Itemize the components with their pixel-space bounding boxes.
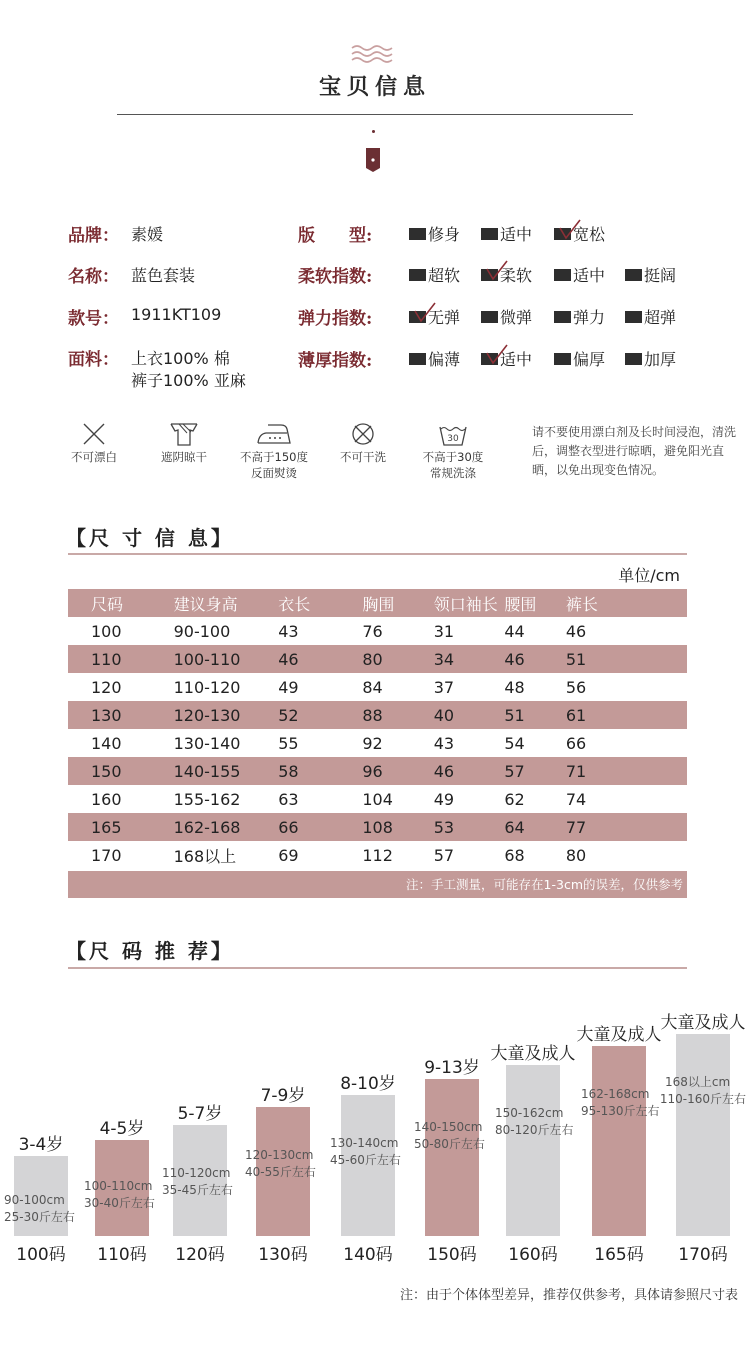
- unit-label: 单位/cm: [618, 566, 680, 585]
- table-cell: 53: [414, 813, 500, 841]
- table-header-cell: 腰围: [499, 589, 561, 617]
- table-cell: 49: [433, 789, 455, 809]
- index-option[interactable]: [409, 222, 460, 245]
- care-text-no-dry-clean: 不可干洗: [340, 450, 386, 464]
- table-header-cell: 建议身高: [161, 589, 259, 617]
- table-cell: 110: [68, 645, 161, 673]
- bar-weight-text: 110-160斤左右: [659, 1092, 746, 1106]
- bar-height-text: 120-130cm: [245, 1148, 314, 1162]
- index-label: 版 型:: [298, 226, 373, 246]
- table-cell: 61: [561, 701, 687, 729]
- index-option-label: 微弹: [500, 308, 533, 327]
- age-label: 5-7岁: [177, 1104, 223, 1124]
- table-cell: 170: [91, 845, 122, 865]
- recommend-divider: [68, 967, 687, 969]
- option-box-icon: [481, 353, 498, 365]
- size-label: 160码: [508, 1245, 558, 1265]
- care-text-iron-2: 反面熨烫: [251, 466, 297, 480]
- bar-weight-text: 45-60斤左右: [330, 1153, 401, 1167]
- index-option[interactable]: [625, 305, 676, 328]
- table-cell: 56: [565, 677, 587, 697]
- table-cell: 112: [362, 845, 393, 865]
- table-cell: 80: [565, 845, 587, 865]
- table-cell: 58: [258, 757, 342, 785]
- table-cell: 64: [499, 813, 561, 841]
- table-header-cell: 裤长: [561, 589, 687, 617]
- table-cell: 120-130: [161, 701, 259, 729]
- index-option-label: 无弹: [428, 308, 461, 327]
- option-box-icon: [481, 269, 498, 281]
- size-table: [68, 589, 687, 869]
- bar-weight-text: 80-120斤左右: [495, 1123, 574, 1137]
- code-label: 款号：: [68, 309, 119, 329]
- index-label: 薄厚指数:: [298, 351, 373, 371]
- recommend-note: 注：由于个体体型差异，推荐仅供参考，具体请参照尺寸表: [399, 1288, 738, 1303]
- index-option[interactable]: [481, 347, 532, 370]
- brand-value: 素媛: [131, 225, 164, 244]
- index-option-label: 柔软: [500, 266, 533, 285]
- table-cell: 77: [561, 813, 687, 841]
- wash-30-icon: [438, 421, 468, 447]
- checkmark-icon: [485, 259, 509, 281]
- index-option[interactable]: [625, 347, 676, 370]
- table-row: [68, 729, 687, 757]
- care-text-iron-1: 不高于150度: [240, 450, 308, 464]
- table-cell: 43: [278, 621, 299, 641]
- table-cell: 46: [499, 645, 561, 673]
- age-label: 9-13岁: [424, 1058, 480, 1078]
- code-value: 1911KT109: [131, 305, 222, 324]
- table-cell: 100: [91, 621, 122, 641]
- table-cell: 57: [499, 757, 561, 785]
- table-row: [68, 617, 687, 645]
- care-text-wash-1: 不高于30度: [422, 450, 484, 464]
- index-option[interactable]: [481, 305, 532, 328]
- bar-height-text: 110-120cm: [162, 1166, 231, 1180]
- index-option-label: 适中: [500, 350, 533, 369]
- table-row: [68, 841, 687, 869]
- table-cell: 34: [414, 645, 500, 673]
- size-label: 165码: [594, 1245, 644, 1265]
- index-option[interactable]: [481, 222, 532, 245]
- care-note: 请不要使用漂白剂及长时间浸泡，清洗后，调整衣型进行晾晒，避免阳光直晒，以免出现变色情况。: [532, 425, 737, 477]
- table-row: [68, 673, 687, 701]
- ornament-dot: [372, 130, 375, 133]
- size-bar: [425, 1079, 479, 1236]
- bar-height-text: 140-150cm: [414, 1120, 483, 1134]
- index-option[interactable]: [409, 305, 460, 328]
- table-cell: 140-155: [161, 757, 259, 785]
- index-option-label: 超弹: [644, 308, 677, 327]
- bar-weight-text: 50-80斤左右: [414, 1137, 485, 1151]
- table-cell: 96: [342, 757, 413, 785]
- table-cell: 71: [561, 757, 687, 785]
- index-option[interactable]: [554, 347, 605, 370]
- table-cell: 49: [278, 677, 299, 697]
- recommend-title: 【尺 码 推 荐】: [66, 939, 234, 963]
- size-label: 130码: [258, 1245, 308, 1265]
- option-box-icon: [554, 228, 571, 240]
- bar-weight-text: 95-130斤左右: [581, 1104, 660, 1118]
- table-cell: 165: [68, 813, 161, 841]
- care-text-shade-dry: 遮阴晾干: [161, 450, 207, 464]
- care-text-wash-2: 常规洗涤: [430, 466, 476, 480]
- table-cell: 104: [362, 789, 393, 809]
- index-option-label: 挺阔: [644, 266, 677, 285]
- table-header-cell: 衣长: [258, 589, 342, 617]
- table-row: [68, 757, 687, 785]
- bar-weight-text: 40-55斤左右: [245, 1165, 316, 1179]
- option-box-icon: [554, 353, 571, 365]
- table-row: [68, 645, 687, 673]
- size-info-divider: [68, 553, 687, 555]
- shade-dry-icon: [169, 421, 199, 447]
- table-header-cell: 领口袖长: [414, 589, 500, 617]
- iron-icon: [256, 423, 292, 445]
- bar-height-text: 130-140cm: [330, 1136, 399, 1150]
- no-bleach-icon: [81, 421, 107, 447]
- table-cell: 37: [433, 677, 455, 697]
- table-cell: 40: [414, 701, 500, 729]
- bar-weight-text: 30-40斤左右: [84, 1196, 155, 1210]
- table-cell: 31: [433, 621, 455, 641]
- no-dry-clean-icon: [350, 421, 376, 447]
- wash-temp-text: 30: [447, 434, 459, 444]
- table-header-row: [68, 589, 687, 617]
- age-label: 7-9岁: [260, 1086, 306, 1106]
- fabric-value-bottom: 裤子100% 亚麻: [131, 371, 246, 390]
- index-option-label: 偏薄: [428, 350, 461, 369]
- index-option-label: 加厚: [644, 350, 677, 369]
- age-label: 大童及成人: [490, 1044, 576, 1064]
- index-option-label: 适中: [500, 225, 533, 244]
- fabric-value-top: 上衣100% 棉: [131, 349, 230, 368]
- page-title: 宝贝信息: [318, 74, 431, 100]
- age-label: 大童及成人: [660, 1013, 746, 1033]
- table-cell: 57: [433, 845, 455, 865]
- option-box-icon: [409, 353, 426, 365]
- checkmark-icon: [485, 343, 509, 365]
- size-label: 150码: [427, 1245, 477, 1265]
- table-cell: 168以上: [173, 846, 237, 866]
- option-box-icon: [625, 311, 642, 323]
- table-cell: 140: [91, 733, 122, 753]
- bar-height-text: 100-110cm: [84, 1179, 153, 1193]
- table-row: [68, 701, 687, 729]
- table-cell: 160: [91, 789, 122, 809]
- table-cell: 150: [68, 757, 161, 785]
- size-label: 120码: [175, 1245, 225, 1265]
- table-row: [68, 813, 687, 841]
- table-cell: 43: [433, 733, 455, 753]
- bar-height-text: 168以上cm: [665, 1075, 731, 1089]
- index-option[interactable]: [554, 305, 605, 328]
- size-label: 110码: [97, 1245, 147, 1265]
- table-cell: 52: [258, 701, 342, 729]
- table-header-cell: 尺码: [68, 589, 161, 617]
- index-option[interactable]: [481, 263, 532, 286]
- table-cell: 44: [504, 621, 525, 641]
- size-label: 140码: [343, 1245, 393, 1265]
- table-cell: 48: [504, 677, 525, 697]
- bar-weight-text: 35-45斤左右: [162, 1183, 233, 1197]
- fabric-label: 面料：: [68, 350, 119, 370]
- index-option-label: 适中: [573, 266, 606, 285]
- index-option[interactable]: [625, 263, 676, 286]
- option-box-icon: [625, 269, 642, 281]
- table-cell: 110-120: [173, 677, 241, 697]
- table-cell: 130: [68, 701, 161, 729]
- option-box-icon: [625, 353, 642, 365]
- table-cell: 155-162: [173, 789, 241, 809]
- table-cell: 92: [362, 733, 383, 753]
- checkmark-icon: [558, 218, 582, 240]
- table-cell: 80: [342, 645, 413, 673]
- brand-label: 品牌：: [68, 226, 119, 246]
- tag-ornament-icon: [366, 148, 380, 172]
- size-table-note: 注：手工测量，可能存在1-3cm的误差，仅供参考: [68, 871, 687, 898]
- size-label: 170码: [678, 1245, 728, 1265]
- table-cell: 108: [342, 813, 413, 841]
- care-text-no-bleach: 不可漂白: [71, 450, 117, 464]
- index-option-label: 超软: [428, 266, 461, 285]
- table-cell: 69: [278, 845, 299, 865]
- table-cell: 51: [499, 701, 561, 729]
- bar-height-text: 90-100cm: [4, 1193, 65, 1207]
- table-header-cell: 胸围: [342, 589, 413, 617]
- index-option-label: 宽松: [573, 225, 606, 244]
- age-label: 大童及成人: [576, 1025, 662, 1045]
- table-cell: 63: [278, 789, 299, 809]
- option-box-icon: [481, 311, 498, 323]
- title-divider: [117, 114, 633, 115]
- table-cell: 54: [504, 733, 525, 753]
- option-box-icon: [409, 228, 426, 240]
- table-cell: 74: [565, 789, 587, 809]
- table-cell: 51: [561, 645, 687, 673]
- table-cell: 62: [504, 789, 525, 809]
- index-option-label: 修身: [428, 225, 461, 244]
- bar-height-text: 150-162cm: [495, 1106, 564, 1120]
- table-cell: 162-168: [161, 813, 259, 841]
- option-box-icon: [554, 269, 571, 281]
- table-cell: 55: [278, 733, 299, 753]
- age-label: 8-10岁: [340, 1074, 396, 1094]
- option-box-icon: [554, 311, 571, 323]
- bar-height-text: 162-168cm: [581, 1087, 650, 1101]
- option-box-icon: [409, 269, 426, 281]
- index-option-label: 偏厚: [573, 350, 606, 369]
- table-row: [68, 785, 687, 813]
- table-cell: 90-100: [173, 621, 231, 641]
- table-cell: 100-110: [161, 645, 259, 673]
- index-option[interactable]: [409, 263, 460, 286]
- table-cell: 84: [362, 677, 383, 697]
- index-label: 弹力指数:: [298, 309, 373, 329]
- table-cell: 46: [258, 645, 342, 673]
- table-cell: 46: [414, 757, 500, 785]
- size-info-title: 【尺 寸 信 息】: [66, 526, 234, 550]
- option-box-icon: [409, 311, 426, 323]
- age-label: 3-4岁: [18, 1135, 64, 1155]
- size-bar: [592, 1046, 646, 1236]
- table-cell: 120: [91, 677, 122, 697]
- name-label: 名称：: [68, 267, 119, 287]
- index-option-label: 弹力: [573, 308, 606, 327]
- size-bar: [676, 1034, 730, 1236]
- size-bar: [506, 1065, 560, 1236]
- index-option[interactable]: [554, 263, 605, 286]
- option-box-icon: [481, 228, 498, 240]
- table-cell: 76: [362, 621, 383, 641]
- size-label: 100码: [16, 1245, 66, 1265]
- index-option[interactable]: [409, 347, 460, 370]
- table-cell: 66: [565, 733, 587, 753]
- index-option[interactable]: [554, 222, 605, 245]
- table-cell: 88: [342, 701, 413, 729]
- table-cell: 66: [258, 813, 342, 841]
- bar-weight-text: 25-30斤左右: [4, 1210, 75, 1224]
- age-label: 4-5岁: [99, 1119, 145, 1139]
- index-label: 柔软指数:: [298, 267, 373, 287]
- wave-ornament-icon: [350, 44, 396, 64]
- table-cell: 130-140: [173, 733, 241, 753]
- table-cell: 68: [504, 845, 525, 865]
- table-cell: 46: [565, 621, 587, 641]
- checkmark-icon: [413, 301, 437, 323]
- name-value: 蓝色套装: [131, 266, 196, 285]
